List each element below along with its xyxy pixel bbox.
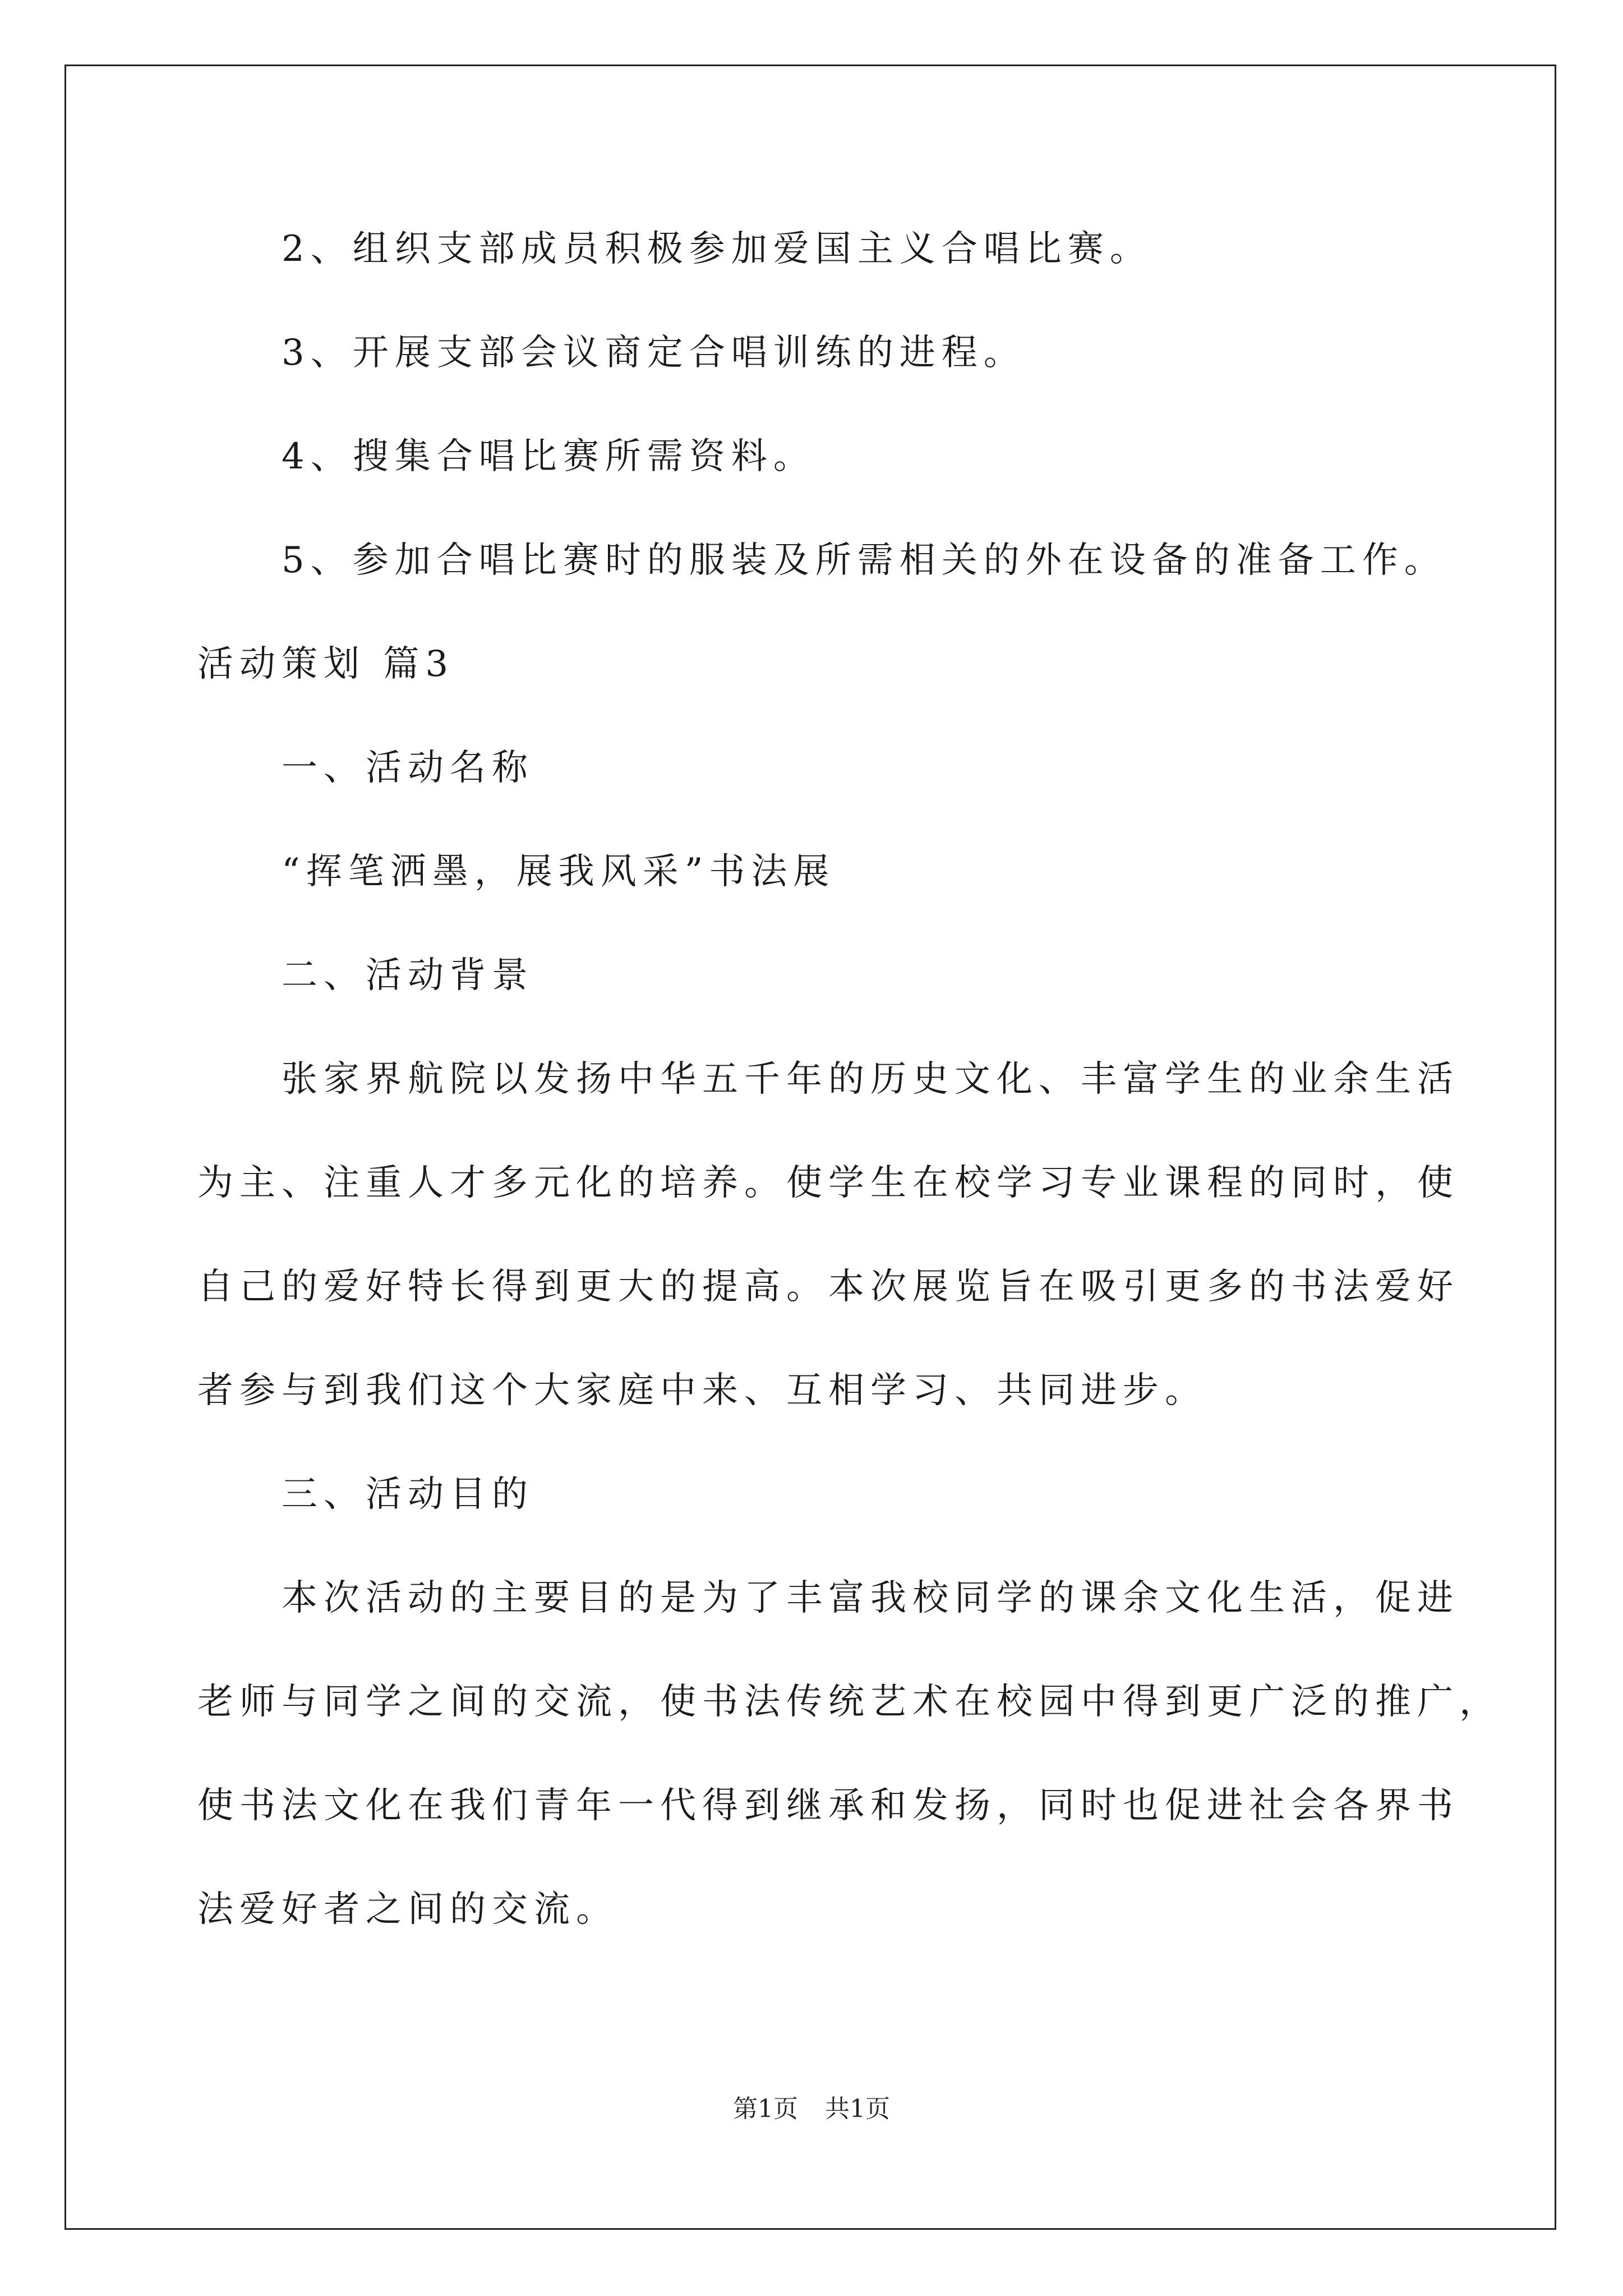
list-item-4: 4、搜集合唱比赛所需资料。 [282,436,815,477]
activity-name-text: “挥笔洒墨，展我风采”书法展 [282,851,836,892]
page-footer [0,2097,1623,2122]
background-paragraph-line-2: 为主、注重人才多元化的培养。使学生在校学习专业课程的同时，使 [197,1162,1459,1204]
purpose-paragraph-line-4: 法爱好者之间的交流。 [197,1889,618,1930]
section-title: 活动策划 篇3 [197,643,455,685]
heading-activity-name: 一、活动名称 [282,747,534,789]
background-paragraph-line-3: 自己的爱好特长得到更大的提高。本次展览旨在吸引更多的书法爱好 [197,1266,1459,1308]
purpose-paragraph-line-1: 本次活动的主要目的是为了丰富我校同学的课余文化生活，促进 [282,1577,1459,1619]
heading-background: 二、活动背景 [282,955,534,996]
list-item-5: 5、参加合唱比赛时的服装及所需相关的外在设备的准备工作。 [282,540,1446,581]
background-paragraph-line-1: 张家界航院以发扬中华五千年的历史文化、丰富学生的业余生活 [282,1059,1459,1100]
list-item-3: 3、开展支部会议商定合唱训练的进程。 [282,332,1026,374]
page-number: 第1页 [733,2095,798,2123]
purpose-paragraph-line-3: 使书法文化在我们青年一代得到继承和发扬，同时也促进社会各界书 [197,1785,1459,1826]
heading-purpose: 三、活动目的 [282,1474,534,1515]
background-paragraph-line-4: 者参与到我们这个大家庭中来、互相学习、共同进步。 [197,1370,1207,1411]
page-total: 共1页 [825,2095,890,2123]
purpose-paragraph-line-2: 老师与同学之间的交流，使书法传统艺术在校园中得到更广泛的推广， [197,1681,1501,1723]
list-item-2: 2、组织支部成员积极参加爱国主义合唱比赛。 [282,228,1152,270]
